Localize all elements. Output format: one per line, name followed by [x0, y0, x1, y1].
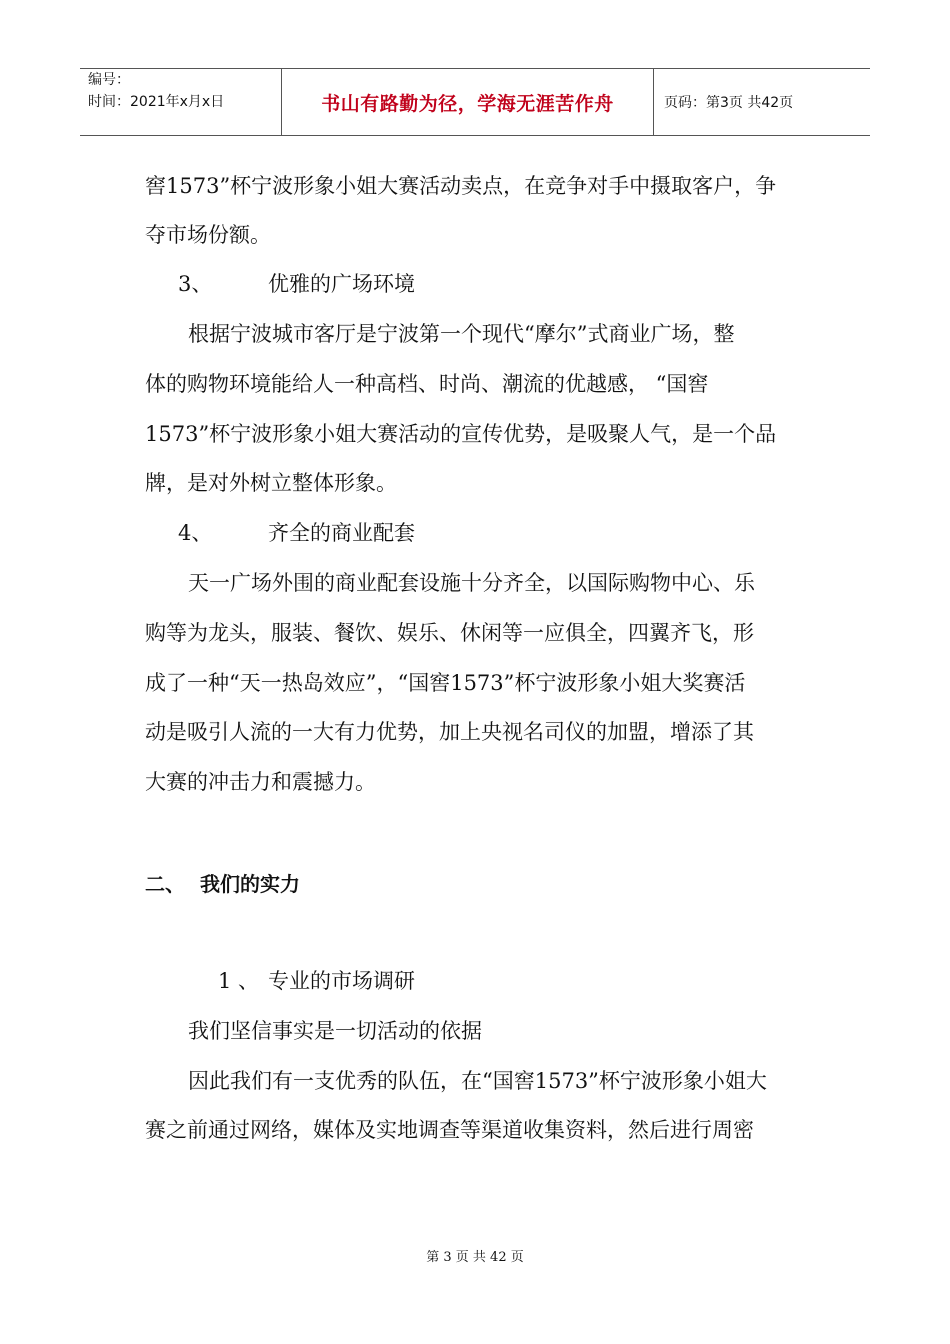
body-line: 体的购物环境能给人一种高档、时尚、潮流的优越感， “国窖: [145, 372, 709, 396]
section-title: 优雅的广场环境: [268, 272, 415, 296]
section-title: 齐全的商业配套: [268, 521, 415, 545]
body-line: 大赛的冲击力和震撼力。: [145, 770, 376, 794]
number-label: 编号：: [88, 72, 130, 88]
body-line: 我们坚信事实是一切活动的依据: [188, 1019, 482, 1043]
section-number: 3、: [178, 272, 213, 296]
body-line: 根据宁波城市客厅是宁波第一个现代“摩尔”式商业广场，整: [188, 322, 735, 346]
part-number: 二、: [145, 872, 185, 896]
body-line: 天一广场外围的商业配套设施十分齐全，以国际购物中心、乐: [188, 571, 755, 595]
body-line: 赛之前通过网络，媒体及实地调查等渠道收集资料，然后进行周密: [145, 1118, 754, 1142]
body-line: 因此我们有一支优秀的队伍，在“国窖1573”杯宁波形象小姐大: [188, 1069, 767, 1093]
subsection-title: 专业的市场调研: [268, 969, 415, 993]
body-line: 牌，是对外树立整体形象。: [145, 471, 397, 495]
body-line: 窖1573”杯宁波形象小姐大赛活动卖点，在竞争对手中摄取客户，争: [145, 174, 777, 198]
body-line: 动是吸引人流的一大有力优势，加上央视名司仪的加盟，增添了其: [145, 720, 754, 744]
page-footer: 第 3 页 共 42 页: [426, 1250, 524, 1265]
section-number: 4、: [178, 521, 213, 545]
body-line: 1573”杯宁波形象小姐大赛活动的宣传优势，是吸聚人气，是一个品: [145, 422, 777, 446]
time-label: 时间：2021年x月x日: [88, 94, 225, 110]
header-meta: [80, 69, 282, 135]
body-line: 成了一种“天一热岛效应”，“国窖1573”杯宁波形象小姐大奖赛活: [145, 671, 746, 695]
subsection-number: 1 、: [218, 969, 260, 993]
body-line: 购等为龙头，服装、餐饮、娱乐、休闲等一应俱全，四翼齐飞，形: [145, 621, 754, 645]
document-header: [80, 68, 870, 136]
header-motto: 书山有路勤为径，学海无涯苦作舟: [282, 69, 654, 135]
header-page-label: 页码：第3页 共42页: [664, 95, 794, 111]
body-line: 夺市场份额。: [145, 223, 271, 247]
part-title: 我们的实力: [200, 872, 300, 896]
